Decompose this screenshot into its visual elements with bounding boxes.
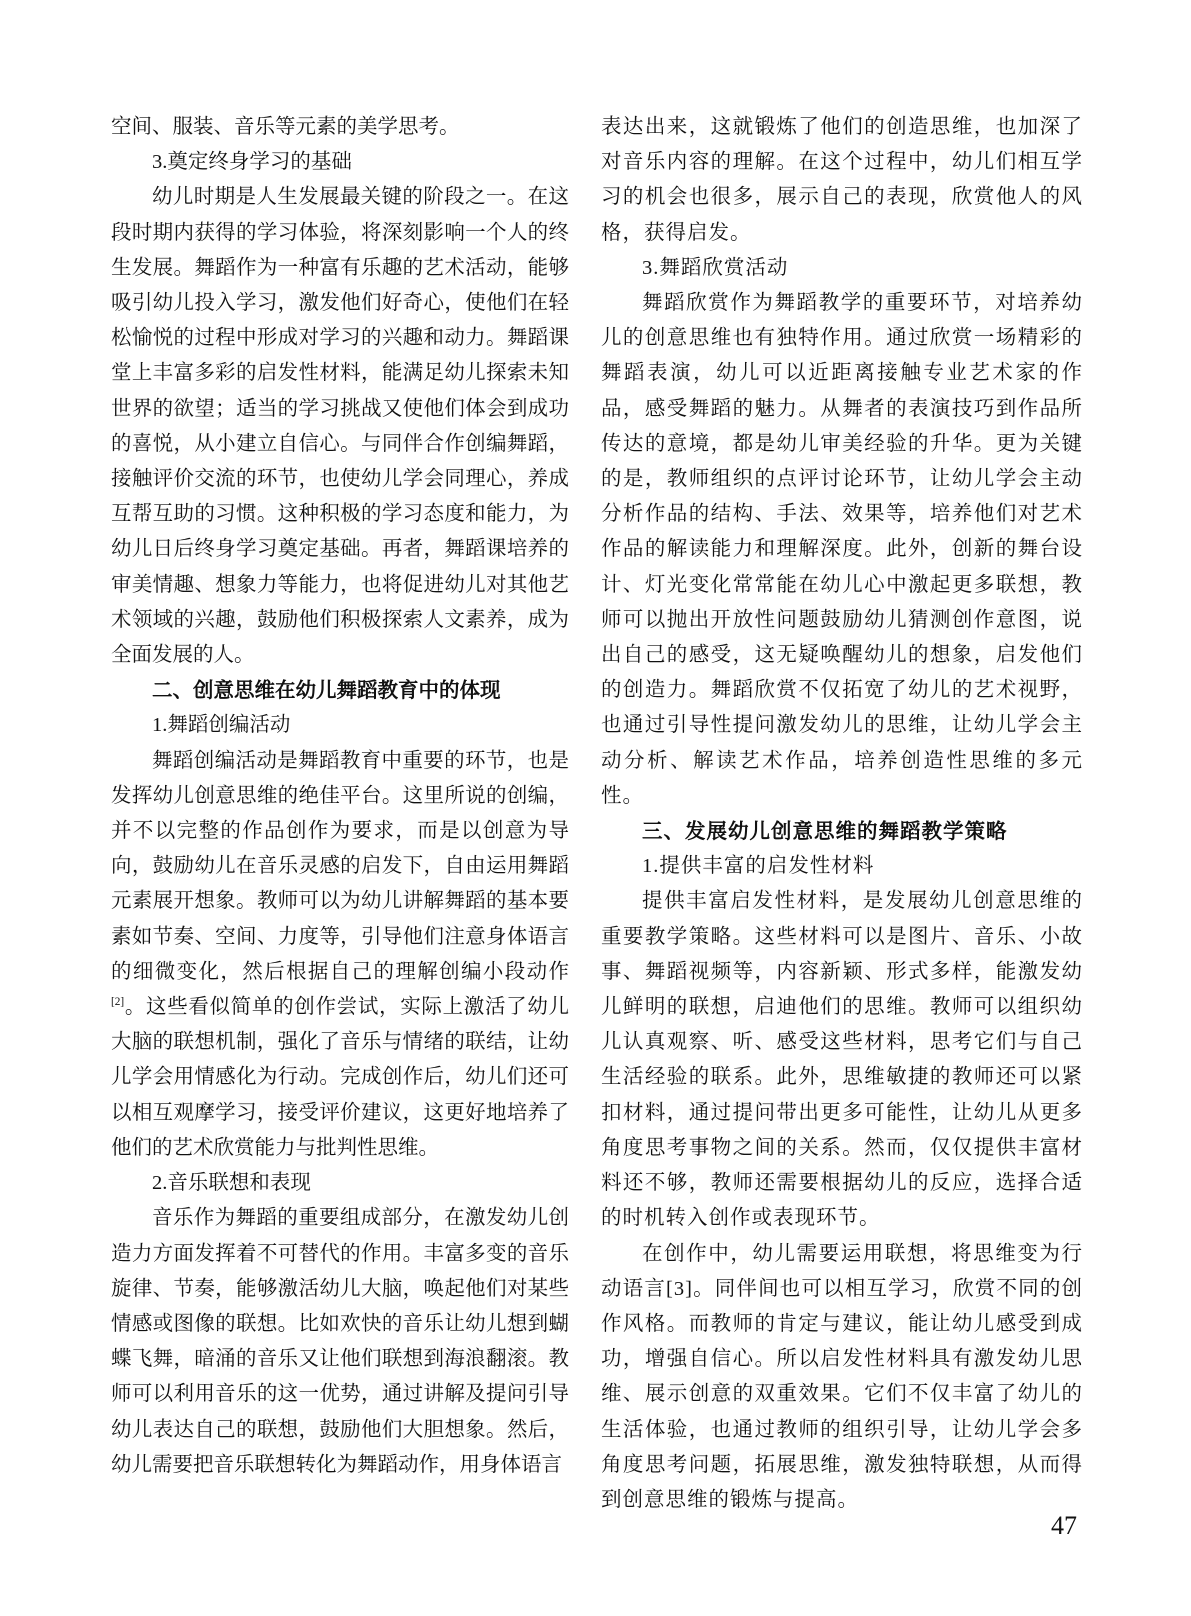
- subheading: [111, 145, 569, 180]
- text-run: 在创作中，幼儿需要运用联想，将思维变为行动语言[3]。同伴间也可以相互学习，欣赏不同的创作风格。而教师的肯定与建议，能让幼儿感受到成功，增强自信心。所以启发性材料具有激发幼儿思维、展示创意的双重效果。它们不仅丰富了幼儿的生活体验，也通过教师的组织引导，让幼儿学会多角度思考问题，拓展思维，激发独特联想，从而得到创意思维的锻炼与提高。: [601, 1242, 1083, 1511]
- text-run: 2.音乐联想和表现: [152, 1172, 311, 1195]
- text-run: 舞蹈欣赏作为舞蹈教学的重要环节，对培养幼儿的创意思维也有独特作用。通过欣赏一场精彩的舞蹈表演，幼儿可以近距离接触专业艺术家的作品，感受舞蹈的魅力。从舞者的表演技巧到作品所传达的意境，都是幼儿审美经验的升华。更为关键的是，教师组织的点评讨论环节，让幼儿学会主动分析作品的结构、手法、效果等，培养他们对艺术作品的解读能力和理解深度。此外，创新的舞台设计、灯光变化常常能在幼儿心中激起更多联想，教师可以抛出开放性问题鼓励幼儿猜测创作意图，说出自己的感受，这无疑唤醒幼儿的想象，启发他们的创造力。舞蹈欣赏不仅拓宽了幼儿的艺术视野，也通过引导性提问激发幼儿的思维，让幼儿学会主动分析、解读艺术作品，培养创造性思维的多元性。: [601, 292, 1083, 807]
- paragraph: [601, 1237, 1083, 1519]
- text-run: 1.舞蹈创编活动: [152, 714, 291, 737]
- text-run: 幼儿时期是人生发展最关键的阶段之一。在这段时期内获得的学习体验，将深刻影响一个人的终生发展。舞蹈作为一种富有乐趣的艺术活动，能够吸引幼儿投入学习，激发他们好奇心，使他们在轻松愉悦的过程中形成对学习的兴趣和动力。舞蹈课堂上丰富多彩的启发性材料，能满足幼儿探索未知世界的欲望；适当的学习挑战又使他们体会到成功的喜悦，从小建立自信心。与同伴合作创编舞蹈，接触评价交流的环节，也使幼儿学会同理心，养成互帮互助的习惯。这种积极的学习态度和能力，为幼儿日后终身学习奠定基础。再者，舞蹈课培养的审美情趣、想象力等能力，也将促进幼儿对其他艺术领域的兴趣，鼓励他们积极探索人文素养，成为全面发展的人。: [111, 186, 569, 667]
- paragraph-continuation: [601, 110, 1083, 251]
- text-run: 1.提供丰富的启发性材料: [642, 855, 875, 878]
- text-columns: [111, 110, 1083, 1518]
- text-run: 空间、服装、音乐等元素的美学思考。: [111, 116, 460, 138]
- text-run: 。这些看似简单的创作尝试，实际上激活了幼儿大脑的联想机制，强化了音乐与情绪的联结，让幼儿学会用情感化为行动。完成创作后，幼儿们还可以相互观摩学习，接受评价建议，这更好地培养了他们的艺术欣赏能力与批判性思维。: [111, 996, 569, 1159]
- text-run: 三、发展幼儿创意思维的舞蹈教学策略: [642, 820, 1008, 844]
- section-heading: [601, 814, 1083, 849]
- subheading: [111, 708, 569, 743]
- right-column: [601, 110, 1083, 1518]
- footnote-reference: [2]: [111, 996, 125, 1009]
- text-run: 3.舞蹈欣赏活动: [642, 256, 789, 279]
- paragraph: [111, 1201, 569, 1483]
- page-number: 47: [1051, 1511, 1077, 1540]
- paragraph: [601, 884, 1083, 1236]
- text-run: 舞蹈创编活动是舞蹈教育中重要的环节，也是发挥幼儿创意思维的绝佳平台。这里所说的创编，并不以完整的作品创作为要求，而是以创意为导向，鼓励幼儿在音乐灵感的启发下，自由运用舞蹈元素展开想象。教师可以为幼儿讲解舞蹈的基本要素如节奏、空间、力度等，引导他们注意身体语言的细微变化，然后根据自己的理解创编小段动作: [111, 749, 569, 983]
- text-run: 音乐作为舞蹈的重要组成部分，在激发幼儿创造力方面发挥着不可替代的作用。丰富多变的音乐旋律、节奏，能够激活幼儿大脑，唤起他们对某些情感或图像的联想。比如欢快的音乐让幼儿想到蝴蝶飞舞，暗涌的音乐又让他们联想到海浪翻滚。教师可以利用音乐的这一优势，通过讲解及提问引导幼儿表达自己的联想，鼓励他们大胆想象。然后，幼儿需要把音乐联想转化为舞蹈动作，用身体语言: [111, 1207, 569, 1476]
- section-heading: [111, 673, 569, 708]
- text-run: 3.奠定终身学习的基础: [152, 151, 352, 174]
- subheading: [601, 251, 1083, 286]
- paragraph-continuation: [111, 110, 569, 145]
- paragraph: [111, 180, 569, 673]
- text-run: 提供丰富启发性材料，是发展幼儿创意思维的重要教学策略。这些材料可以是图片、音乐、小故事、舞蹈视频等，内容新颖、形式多样，能激发幼儿鲜明的联想，启迪他们的思维。教师可以组织幼儿认真观察、听、感受这些材料，思考它们与自己生活经验的联系。此外，思维敏捷的教师还可以紧扣材料，通过提问带出更多可能性，让幼儿从更多角度思考事物之间的关系。然而，仅仅提供丰富材料还不够，教师还需要根据幼儿的反应，选择合适的时机转入创作或表现环节。: [601, 890, 1083, 1230]
- text-run: 二、创意思维在幼儿舞蹈教育中的体现: [152, 679, 501, 703]
- paragraph: [111, 744, 569, 1166]
- subheading: [601, 849, 1083, 884]
- text-run: 表达出来，这就锻炼了他们的创造思维，也加深了对音乐内容的理解。在这个过程中，幼儿们相互学习的机会也很多，展示自己的表现，欣赏他人的风格，获得启发。: [601, 116, 1083, 244]
- left-column: [111, 110, 569, 1518]
- subheading: [111, 1166, 569, 1201]
- paragraph: [601, 286, 1083, 814]
